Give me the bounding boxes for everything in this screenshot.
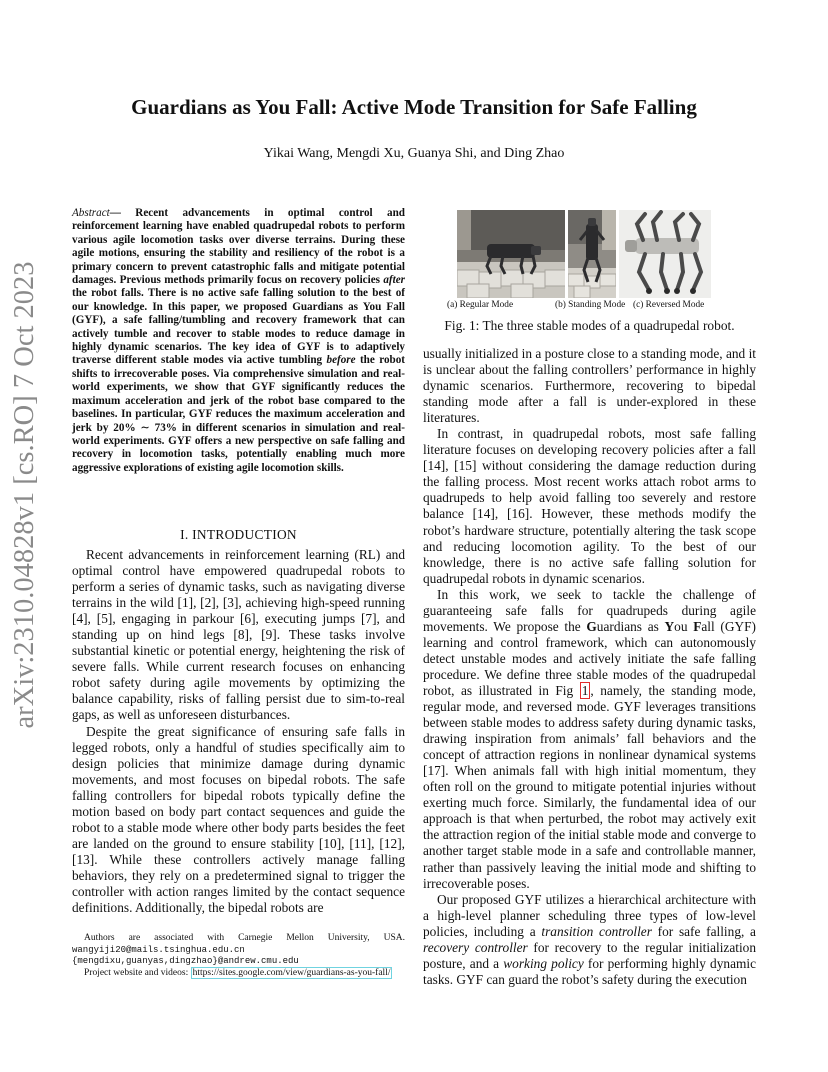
figure-1-reference-link[interactable]: 1 xyxy=(581,682,589,698)
photo-regular-mode xyxy=(457,210,565,298)
figure-1-caption: Fig. 1: The three stable modes of a quadrupedal robot. xyxy=(444,318,735,333)
sublabel-regular-mode: (a) Regular Mode xyxy=(447,300,514,310)
paper-title: Guardians as You Fall: Active Mode Transition for Safe Falling xyxy=(131,95,697,119)
intro-paragraph-3: usually initialized in a posture close to a standing mode, and it is unclear about the falling controllers’ performance in highly dynamic scenarios. Furthermore, recovering to bipedal standing mode after a fall is under-explored in these literatures. xyxy=(423,346,756,426)
intro-paragraph-1: Recent advancements in reinforcement learning (RL) and optimal control have empowered quadrupedal robots to perform a series of dynamic tasks, such as navigating diverse terrains in the wild [1], [2], [3], achieving high-speed running [4], [5], engaging in parkour [6], executing jumps [7], and standing up on hind legs [8], [9]. These tasks involve substantial kinetic or potential energy, heightening the risk of severe falls. While current research focuses on enhancing robot safety during agile movements by optimizing the balance capability, risks of falling persist due to sim-to-real gaps, as well as unforeseen disturbances. xyxy=(72,547,405,723)
footnote-affiliation: Authors are associated with Carnegie Mellon University, USA. xyxy=(84,933,405,943)
abstract-emphasis-before: before xyxy=(326,354,356,367)
author-footnote xyxy=(72,933,405,979)
intro-paragraph-2: Despite the great significance of ensuring safe falls in legged robots, only a handful of studies specifically aim to design policies that minimize damage during dynamic movements, and most focuses on bipedal robots. The safe falling controllers for bipedal robots typically define the motion based on body part contact sequences and guide the robot to a stable mode where other body parts besides the feet are landed on the ground to ensure stability [10], [11], [12], [13]. While these controllers actively manage falling behaviors, they rely on a predetermined signal to trigger the controller with action ranges limited by the contact sequence definitions. Additionally, the bipedal robots are xyxy=(72,723,405,916)
project-website-link[interactable]: https://sites.google.com/view/guardians-as-you-fall/ xyxy=(192,967,391,978)
left-column xyxy=(72,547,405,916)
intro-paragraph-5: In this work, we seek to tackle the challenge of guaranteeing safe falls for quadrupeds during agile movements. We propose the Guardians as You Fall (GYF) learning and control framework, which can autonomously detect unstable modes and actively initiate the safe falling procedure. We define three stable modes of the quadrupedal robot, as illustrated in Fig 1 , namely, the standing mode, regular mode, and reversed mode. GYF leverages transitions between stable modes to address safety during dynamic tasks, drawing inspiration from animals’ fall behaviors and the concept of attraction regions in nonlinear dynamical systems [17]. When animals fall with high initial momentum, they often roll on the ground to mitigate potential injuries without exerting much force. Similarly, the fundamental idea of our approach is that when perturbed, the robot may actively exit the attraction region of the initial stable mode and converge to another target stable mode in a safe and controllable manner, rather than passively leaving the initial mode and shifting to irrecoverable poses. xyxy=(423,586,756,891)
right-column xyxy=(423,346,756,988)
footnote-email-2: {mengdixu,guanyas,dingzhao}@andrew.cmu.edu xyxy=(72,956,299,967)
photo-reversed-mode xyxy=(619,210,711,298)
abstract-text-1: — Recent advancements in optimal control and reinforcement learning have enabled quadrupedal robots to perform various agile locomotion tasks over diverse terrains. During these agile motions, ensuring the stability and resiliency of the robot is a primary concern to prevent catastrophic falls and mitigate potential damages. Previous methods primarily focus on recovery policies xyxy=(72,207,405,287)
footnote-project-label: Project website and videos: xyxy=(84,967,191,978)
intro-paragraph-4: In contrast, in quadrupedal robots, most safe falling literature focuses on developing recovery policies after a fall [14], [15] without considering the damage reduction during the falling process. Most recent works attach robot arms to quadrupeds to help avoid falling too severely and restore balance [14], [16]. However, these methods modify the robot’s hardware structure, potentially altering the task scope and reducing locomotion agility. To the best of our knowledge, there is no active safe falling solution for quadrupedal robots in dynamic scenarios. xyxy=(423,426,756,586)
author-list: Yikai Wang, Mengdi Xu, Guanya Shi, and Ding Zhao xyxy=(263,146,565,161)
abstract xyxy=(72,207,405,475)
section-heading-introduction: I. INTRODUCTION xyxy=(180,527,297,542)
abstract-lead: Abstract xyxy=(72,207,110,219)
footnote-email-1: wangyiji20@mails.tsinghua.edu.cn xyxy=(72,944,245,955)
photo-standing-mode xyxy=(568,210,616,298)
sublabel-standing-mode: (b) Standing Mode xyxy=(555,300,626,310)
abstract-text-2: the robot falls. There is no active safe falling solution to the best of our knowledge. In this paper, we proposed Guardians as You Fall (GYF), a safe falling/tumbling and recovery framework that can actively tumble and recover to stable modes to reduce damage in highly dynamic scenarios. The key idea of GYF is to adaptively traverse different stable modes via active tumbling xyxy=(72,287,405,367)
arxiv-identifier-stamp: arXiv:2310.04828v1 [cs.RO] 7 Oct 2023 xyxy=(9,261,40,729)
sublabel-reversed-mode: (c) Reversed Mode xyxy=(633,300,705,310)
intro-paragraph-6: Our proposed GYF utilizes a hierarchical architecture with a high-level planner scheduling three types of low-level policies, including a transition controller for safe falling, a recovery controller for recovery to the regular initialization posture, and a working policy for performing highly dynamic tasks. GYF can guard the robot’s safety during the execution xyxy=(423,891,757,987)
abstract-text-3: the robot shifts to irrecoverable poses. Via comprehensive simulation and real-world experiments, we show that GYF significantly reduces the maximum acceleration and jerk of the robot base compared to the baselines. In particular, GYF reduces the maximum acceleration and jerk by 20% ∼ 73% in different scenarios in simulation and real-world experiments. GYF offers a new perspective on safe falling and recovery in locomotion tasks, potentially enabling much more aggressive explorations of existing agile locomotion skills. xyxy=(72,354,405,474)
abstract-emphasis-after: after xyxy=(383,274,405,287)
